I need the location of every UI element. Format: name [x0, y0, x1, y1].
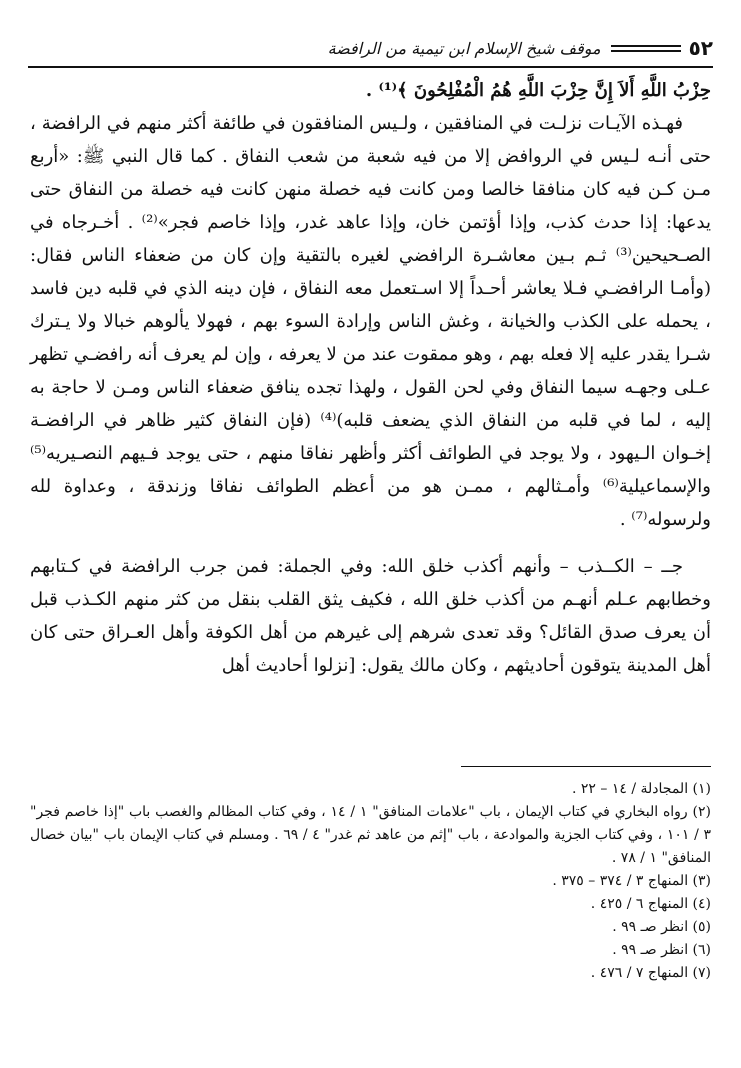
page-header: [28, 30, 713, 66]
header-divider: [28, 66, 713, 68]
paragraph-lying: جــ – الكــذب – وأنهم أكذب خلق الله: وفي الجملة: فمن جرب الرافضة في كـتابهم وخطابهم عـلم أنهـم من أكذب خلق الله ، فكيف يثق القلب بنقل من كثر منهم الكـذب قبل أن يعرف صدق القائل؟ وقد تعدى شرهم إلى غيرهم من أهل الكوفة وأهل العـراق حتى كان أهل المدينة يتوقون أحاديثهم ، وكان مالك يقول: [نزلوا أحاديث أهل: [30, 556, 711, 676]
footnote-4: (٤) المنهاج ٦ / ٤٢٥ .: [590, 896, 711, 912]
footnote-6: (٦) انظر صـ ٩٩ .: [612, 942, 711, 958]
footnote-1: (١) المجادلة / ١٤ – ٢٢ .: [572, 781, 711, 797]
footnote-5: (٥) انظر صـ ٩٩ .: [612, 919, 711, 935]
footnote-3: (٣) المنهاج ٣ / ٣٧٤ – ٣٧٥ .: [552, 873, 711, 889]
footnotes: [30, 778, 711, 985]
main-text: [30, 74, 711, 682]
paragraph-spacer: [30, 536, 711, 550]
footnote-divider: [461, 766, 711, 767]
running-title: موقف شيخ الإسلام ابن تيمية من الرافضة: [327, 38, 601, 58]
quran-verse-line: حِزْبُ اللَّهِ أَلاَ إِنَّ حِزْبَ اللَّهِ هُمُ الْمُفْلِحُونَ ﴾⁽¹⁾ .: [365, 80, 711, 101]
footnote-7: (٧) المنهاج ٧ / ٤٧٦ .: [590, 965, 711, 981]
footnote-2: (٢) رواه البخاري في كتاب الإيمان ، باب "علامات المنافق" ١ / ١٤ ، وفي كتاب المظالم والغصب باب "إذا خاصم فجر" ٣ / ١٠١ ، وفي كتاب الجزية والموادعة ، باب "إثم من عاهد ثم غدر" ٤ / ٦٩ . ومسلم في كتاب الإيمان باب "بيان خصال المنافق" ١ / ٧٨ .: [30, 804, 711, 866]
paragraph-hypocrisy: فهـذه الآيـات نزلـت في المنافقين ، ولـيس المنافقون في طائفة أكثر منهم في الرافضة ، حتى أنـه لـيس في الروافض إلا من فيه شعبة من شعب النفاق . كما قال النبي ﷺ: «أربع مـن كـن فيه كان منافقا خالصا ومن كانت فيه خصلة منهن كانت فيه خصلة من النفاق حتى يدعها: إذا حدث كذب، وإذا أؤتمن خان، وإذا عاهد غدر، وإذا خاصم فجر»⁽²⁾ . أخـرجاه في الصـحيحين⁽³⁾ ثـم بـين معاشـرة الرافضي لغيره بالتقية وإن كان من ضعفاء الناس فقال: (وأمـا الرافضـي فـلا يعاشر أحـداً إلا اسـتعمل معه النفاق ، فإن دينه الذي في قلبه دين فاسد ، يحمله على الكذب والخيانة ، وغش الناس وإرادة السوء بهم ، فهولا يألوهم خبالا ولا يـترك شـرا يقدر عليه إلا فعله بهم ، وهو ممقوت عند من لا يعرفه ، وإن لم يعرف أنه رافضـي تظهر عـلى وجهـه سيما النفاق وفي لحن القول ، ولهذا تجده ينافق ضعفاء الناس ومـن لا حاجة به إليه ، لما في قلبه من النفاق الذي يضعف قلبه)⁽⁴⁾ (فإن النفاق كثير ظاهر في الرافضـة إخـوان الـيهود ، ولا يوجد في الطوائف أكثر وأظهر نفاقا منهم ، حتى يوجد فـيهم النصـيريه⁽⁵⁾ والإسماعيلية⁽⁶⁾ وأمـثالهم ، ممـن هو من أعظم الطوائف نفاقا وزندقة ، وعداوة لله ولرسوله⁽⁷⁾ .: [30, 113, 711, 530]
header-ornament-rule: [611, 45, 681, 52]
page-number: ٥٢: [688, 36, 713, 60]
